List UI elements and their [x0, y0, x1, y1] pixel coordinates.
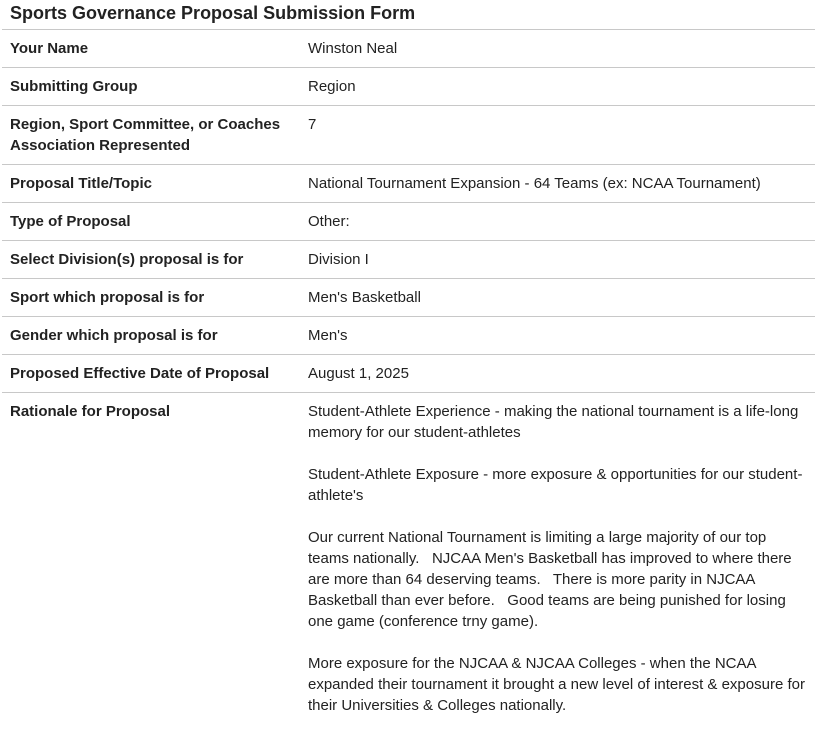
submitting-group-label: Submitting Group	[2, 68, 300, 106]
gender-value: Men's	[300, 317, 815, 355]
row-division	[2, 241, 815, 279]
proposal-title-value: National Tournament Expansion - 64 Teams (ex: NCAA Tournament)	[300, 165, 815, 203]
proposal-title-label: Proposal Title/Topic	[2, 165, 300, 203]
sport-value: Men's Basketball	[300, 279, 815, 317]
row-region-represented	[2, 106, 815, 165]
division-label: Select Division(s) proposal is for	[2, 241, 300, 279]
submitting-group-value: Region	[300, 68, 815, 106]
sport-label: Sport which proposal is for	[2, 279, 300, 317]
row-effective-date	[2, 355, 815, 393]
your-name-value: Winston Neal	[300, 30, 815, 68]
rationale-paragraph: Student-Athlete Experience - making the national tournament is a life-long memory for our student-athletes	[308, 403, 803, 441]
division-value: Division I	[300, 241, 815, 279]
proposal-type-label: Type of Proposal	[2, 203, 300, 241]
proposal-type-value: Other:	[300, 203, 815, 241]
rationale-paragraph: Our current National Tournament is limiting a large majority of our top teams nationally. NJCAA Men's Basketball has improved to where there are more than 64 deserving teams. There is more parity in NJCAA Basketball than ever before. Good teams are being punished for losing one game (conference trny game).	[308, 529, 796, 630]
effective-date-label: Proposed Effective Date of Proposal	[2, 355, 300, 393]
row-gender	[2, 317, 815, 355]
rationale-value	[300, 393, 815, 725]
row-proposal-title	[2, 165, 815, 203]
row-rationale	[2, 393, 815, 725]
gender-label: Gender which proposal is for	[2, 317, 300, 355]
row-proposal-type	[2, 203, 815, 241]
rationale-paragraph: Student-Athlete Exposure - more exposure & opportunities for our student-athlete's	[308, 466, 803, 504]
row-sport	[2, 279, 815, 317]
region-represented-value: 7	[300, 106, 815, 165]
your-name-label: Your Name	[2, 30, 300, 68]
rationale-paragraph: More exposure for the NJCAA & NJCAA Colleges - when the NCAA expanded their tournament it brought a new level of interest & exposure for their Universities & Colleges nationally.	[308, 655, 810, 714]
effective-date-value: August 1, 2025	[300, 355, 815, 393]
form-title: Sports Governance Proposal Submission Form	[10, 3, 416, 23]
form-details-table	[2, 30, 815, 724]
row-your-name	[2, 30, 815, 68]
region-represented-label: Region, Sport Committee, or Coaches Association Represented	[2, 106, 300, 165]
rationale-label: Rationale for Proposal	[10, 403, 171, 420]
row-submitting-group	[2, 68, 815, 106]
